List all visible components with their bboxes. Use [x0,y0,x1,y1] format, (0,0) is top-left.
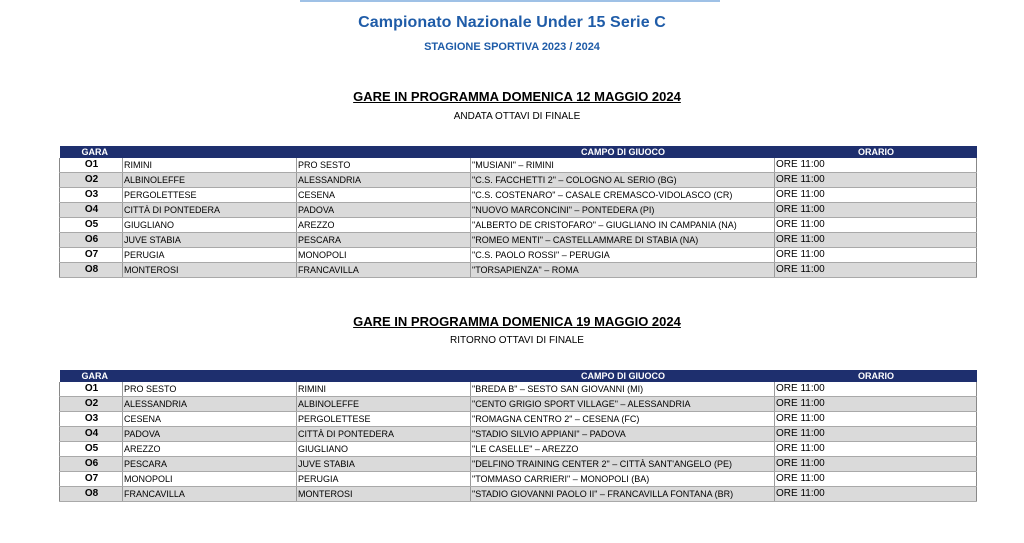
header-blank [297,146,471,158]
kickoff-time: ORE 11:00 [775,233,977,248]
table-row [60,158,977,173]
away-team: ALESSANDRIA [297,173,471,188]
kickoff-time: ORE 11:00 [775,472,977,487]
venue: "TORSAPIENZA" – ROMA [471,263,775,278]
away-team: PERGOLETTESE [297,412,471,427]
venue: "BREDA B" – SESTO SAN GIOVANNI (MI) [471,382,775,397]
home-team: FRANCAVILLA [123,487,297,502]
section-2-subtitle: RITORNO OTTAVI DI FINALE [450,335,584,346]
venue: "ALBERTO DE CRISTOFARO" – GIUGLIANO IN CAMPANIA (NA) [471,218,775,233]
kickoff-time: ORE 11:00 [775,248,977,263]
kickoff-time: ORE 11:00 [775,218,977,233]
table-row [60,188,977,203]
header-orario: ORARIO [775,370,977,382]
header-blank [297,370,471,382]
match-number: O6 [60,233,123,248]
header-gara: GARA [60,146,123,158]
table-row [60,263,977,278]
table-row [60,442,977,457]
away-team: CITTÀ DI PONTEDERA [297,427,471,442]
schedule-table-andata [59,146,977,278]
kickoff-time: ORE 11:00 [775,158,977,173]
away-team: AREZZO [297,218,471,233]
venue: "LE CASELLE" – AREZZO [471,442,775,457]
home-team: AREZZO [123,442,297,457]
match-number: O1 [60,382,123,397]
header-orario: ORARIO [775,146,977,158]
match-number: O5 [60,442,123,457]
match-number: O3 [60,188,123,203]
section-1-subtitle: ANDATA OTTAVI DI FINALE [453,111,581,122]
away-team: GIUGLIANO [297,442,471,457]
top-divider [300,0,720,2]
away-team: CESENA [297,188,471,203]
kickoff-time: ORE 11:00 [775,487,977,502]
table-row [60,427,977,442]
away-team: MONTEROSI [297,487,471,502]
table-row [60,412,977,427]
away-team: MONOPOLI [297,248,471,263]
venue: "ROMEO MENTI" – CASTELLAMMARE DI STABIA (NA) [471,233,775,248]
home-team: PRO SESTO [123,382,297,397]
header-gara: GARA [60,370,123,382]
kickoff-time: ORE 11:00 [775,203,977,218]
venue: "C.S. COSTENARO" – CASALE CREMASCO-VIDOLASCO (CR) [471,188,775,203]
match-number: O7 [60,248,123,263]
kickoff-time: ORE 11:00 [775,397,977,412]
match-number: O3 [60,412,123,427]
table-row [60,397,977,412]
match-number: O6 [60,457,123,472]
table-row [60,248,977,263]
match-number: O8 [60,263,123,278]
venue: "STADIO GIOVANNI PAOLO II" – FRANCAVILLA FONTANA (BR) [471,487,775,502]
away-team: ALBINOLEFFE [297,397,471,412]
kickoff-time: ORE 11:00 [775,188,977,203]
home-team: MONOPOLI [123,472,297,487]
home-team: CITTÀ DI PONTEDERA [123,203,297,218]
away-team: RIMINI [297,382,471,397]
home-team: MONTEROSI [123,263,297,278]
table-header [60,146,977,158]
section-1-title: GARE IN PROGRAMMA DOMENICA 12 MAGGIO 2024 [353,89,681,104]
table-row [60,233,977,248]
season-subtitle: STAGIONE SPORTIVA 2023 / 2024 [424,41,600,53]
table-row [60,457,977,472]
venue: "NUOVO MARCONCINI" – PONTEDERA (PI) [471,203,775,218]
match-number: O2 [60,397,123,412]
home-team: CESENA [123,412,297,427]
venue: "DELFINO TRAINING CENTER 2" – CITTÀ SANT'ANGELO (PE) [471,457,775,472]
table-row [60,472,977,487]
table-row [60,203,977,218]
table-row [60,487,977,502]
table-row [60,173,977,188]
match-number: O1 [60,158,123,173]
home-team: ALESSANDRIA [123,397,297,412]
away-team: PESCARA [297,233,471,248]
header-blank [123,370,297,382]
section-2-title: GARE IN PROGRAMMA DOMENICA 19 MAGGIO 2024 [353,314,681,329]
kickoff-time: ORE 11:00 [775,173,977,188]
away-team: FRANCAVILLA [297,263,471,278]
match-number: O5 [60,218,123,233]
table-row [60,382,977,397]
away-team: PADOVA [297,203,471,218]
page-title: Campionato Nazionale Under 15 Serie C [358,14,666,31]
home-team: PESCARA [123,457,297,472]
match-number: O4 [60,427,123,442]
header-campo: CAMPO DI GIUOCO [471,370,775,382]
schedule-table-ritorno [59,370,977,502]
venue: "CENTO GRIGIO SPORT VILLAGE" – ALESSANDRIA [471,397,775,412]
away-team: JUVE STABIA [297,457,471,472]
home-team: RIMINI [123,158,297,173]
kickoff-time: ORE 11:00 [775,382,977,397]
match-number: O2 [60,173,123,188]
kickoff-time: ORE 11:00 [775,427,977,442]
home-team: PADOVA [123,427,297,442]
away-team: PERUGIA [297,472,471,487]
away-team: PRO SESTO [297,158,471,173]
table-row [60,218,977,233]
home-team: ALBINOLEFFE [123,173,297,188]
match-number: O7 [60,472,123,487]
home-team: JUVE STABIA [123,233,297,248]
kickoff-time: ORE 11:00 [775,457,977,472]
match-number: O8 [60,487,123,502]
kickoff-time: ORE 11:00 [775,412,977,427]
venue: "STADIO SILVIO APPIANI" – PADOVA [471,427,775,442]
home-team: PERUGIA [123,248,297,263]
home-team: GIUGLIANO [123,218,297,233]
header-campo: CAMPO DI GIUOCO [471,146,775,158]
venue: "C.S. FACCHETTI 2" – COLOGNO AL SERIO (BG) [471,173,775,188]
venue: "ROMAGNA CENTRO 2" – CESENA (FC) [471,412,775,427]
match-number: O4 [60,203,123,218]
venue: "C.S. PAOLO ROSSI" – PERUGIA [471,248,775,263]
table-header [60,370,977,382]
kickoff-time: ORE 11:00 [775,263,977,278]
header-blank [123,146,297,158]
venue: "MUSIANI" – RIMINI [471,158,775,173]
venue: "TOMMASO CARRIERI" – MONOPOLI (BA) [471,472,775,487]
home-team: PERGOLETTESE [123,188,297,203]
kickoff-time: ORE 11:00 [775,442,977,457]
